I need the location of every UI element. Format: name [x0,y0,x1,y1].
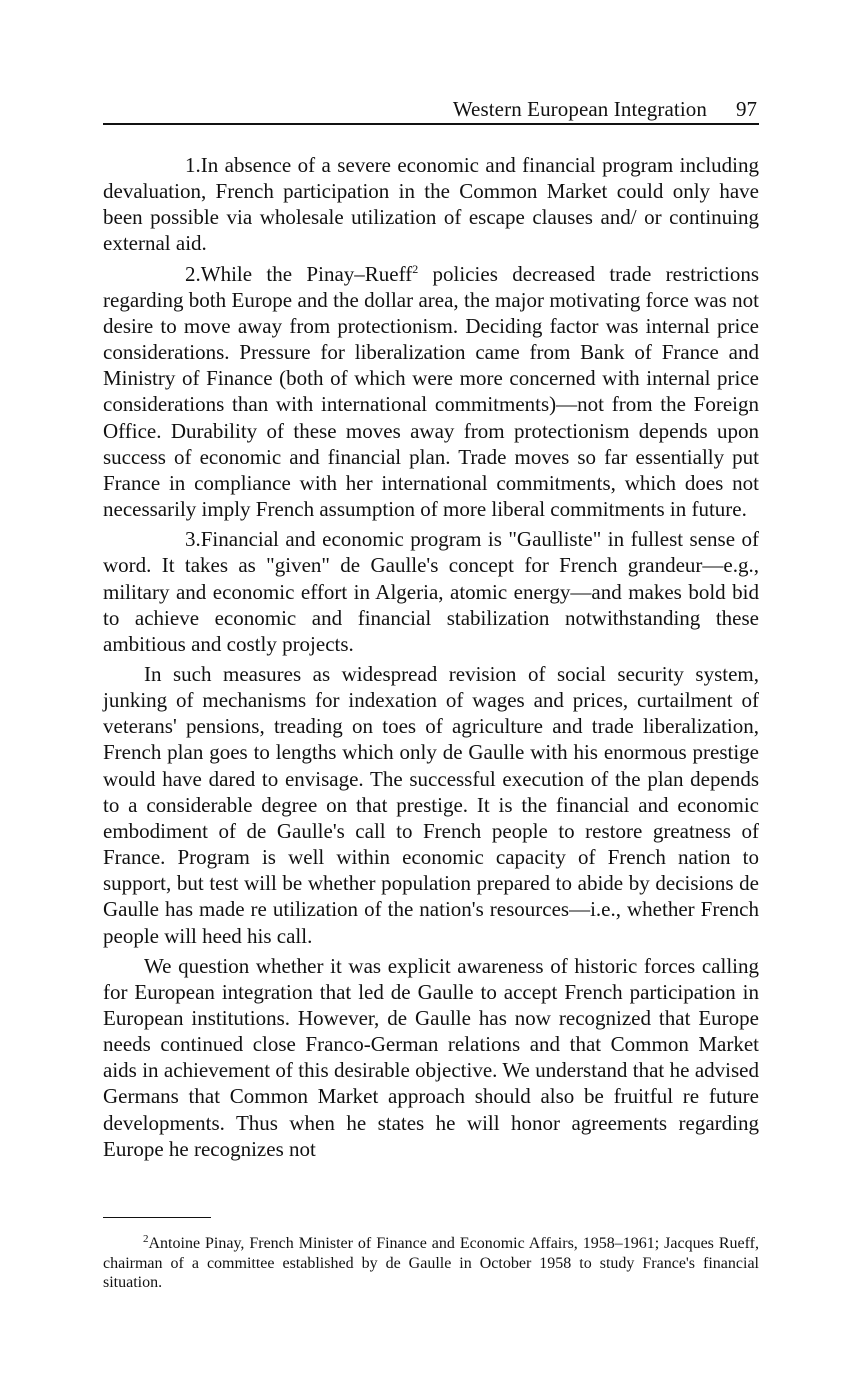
body-text [103,152,759,1166]
paragraph-3 [103,526,759,657]
paragraph-1 [103,152,759,257]
paragraph-number: 3. [185,527,201,552]
footnote-text: Antoine Pinay, French Minister of Finance and Economic Affairs, 1958–1961; Jacques Rueff, chairman of a committee established by de Gaulle in October 1958 to study France's financial situation. [103,1235,759,1291]
paragraph-number: 1. [185,153,201,177]
paragraph-text: In such measures as widespread revision of social security system, junking of mechanisms for indexation of wages and prices, curtailment of veterans' pensions, treading on toes of agriculture and trade liberalization, French plan goes to lengths which only de Gaulle with his enormous prestige would have dared to envisage. The successful execution of the plan depends to a considerable degree on that prestige. It is the financial and economic embodiment of de Gaulle's call to French people to restore greatness of France. Program is well within economic capacity of French nation to support, but test will be whether population prepared to abide by decisions de Gaulle has made re utilization of the nation's resources—i.e., whether French people will heed his call. [103,661,759,948]
paragraph-text: Financial and economic program is "Gaulliste" in fullest sense of word. It takes as "given" de Gaulle's concept for French grandeur—e.g., military and economic effort in Algeria, atomic energy—and makes bold bid to achieve economic and financial stabilization notwithstanding these ambitious and costly projects. [103,527,759,656]
footnote [103,1234,759,1293]
footnote-reference[interactable]: 2 [412,261,419,276]
running-header [103,94,759,125]
paragraph-4 [103,661,759,949]
paragraph-5 [103,953,759,1162]
paragraph-number: 2. [185,261,201,286]
paragraph-text: While the Pinay–Rueff [200,261,413,286]
running-title: Western European Integration [452,97,707,121]
paragraph-text: We question whether it was explicit awareness of historic forces calling for European integration that led de Gaulle to accept French participation in European institutions. However, de Gaulle has now recognized that Europe needs continued close Franco-German relations and that Common Market aids in achievement of this desirable objective. We understand that he advised Germans that Common Market approach should also be fruitful re future developments. Thus when he states he will honor agreements regarding Europe he recognizes not [103,953,759,1161]
paragraph-text: In absence of a severe economic and financial program including devaluation, French participation in the Common Market could only have been possible via wholesale utilization of escape clauses and/ or continuing external aid. [103,153,759,256]
footnote-divider [103,1217,211,1218]
paragraph-2 [103,261,759,523]
paragraph-text-continued: policies decreased trade restrictions regarding both Europe and the dollar area, the major motivating force was not desire to move away from protectionism. Deciding factor was internal price considerations. Pressure for liberalization came from Bank of France and Ministry of Finance (both of which were more concerned with internal price considerations than with international commitments)—not from the Foreign Office. Durability of these moves away from protectionism depends upon success of economic and financial plan. Trade moves so far essentially put France in compliance with her international commitments, which does not necessarily imply French assumption of more liberal commitments in future. [103,261,759,522]
footnote-marker: 2 [143,1233,149,1245]
page-number: 97 [736,97,757,121]
